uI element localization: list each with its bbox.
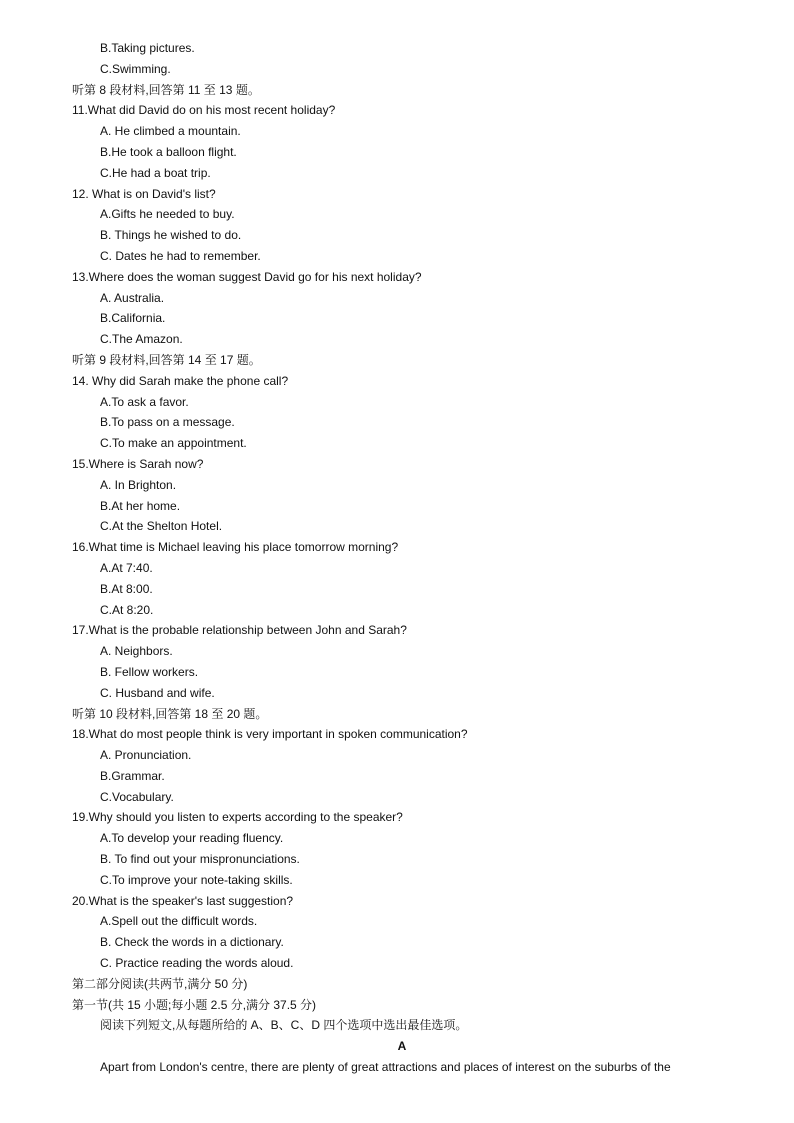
question-text: 14. Why did Sarah make the phone call? (72, 373, 289, 388)
question-text: 16.What time is Michael leaving his place tomorrow morning? (72, 540, 399, 555)
answer-option: A. He climbed a mountain. (100, 124, 241, 139)
section-heading: 第二部分阅读(共两节,满分 50 分) (72, 976, 248, 991)
answer-option: B.At 8:00. (100, 581, 153, 596)
question-text: 11.What did David do on his most recent holiday? (72, 103, 336, 118)
question-text: 17.What is the probable relationship between John and Sarah? (72, 623, 407, 638)
answer-option: A.Gifts he needed to buy. (100, 207, 235, 222)
answer-option: A. Pronunciation. (100, 748, 192, 763)
answer-option: A.To ask a favor. (100, 394, 189, 409)
answer-option: C.At the Shelton Hotel. (100, 519, 223, 534)
answer-option: A.Spell out the difficult words. (100, 914, 258, 929)
section-heading: 第一节(共 15 小题;每小题 2.5 分,满分 37.5 分) (72, 997, 317, 1012)
answer-option: C.Vocabulary. (100, 789, 174, 804)
question-text: 13.Where does the woman suggest David go for his next holiday? (72, 269, 422, 284)
passage-label: A (397, 1039, 407, 1054)
section-heading: 听第 8 段材料,回答第 11 至 13 题。 (72, 82, 260, 97)
question-text: 20.What is the speaker's last suggestion? (72, 893, 294, 908)
answer-option: C.To make an appointment. (100, 436, 247, 451)
answer-option: B.He took a balloon flight. (100, 144, 237, 159)
section-heading: 听第 10 段材料,回答第 18 至 20 题。 (72, 706, 268, 721)
answer-option: B.Grammar. (100, 768, 165, 783)
answer-option: B. Fellow workers. (100, 664, 199, 679)
answer-option: C.Swimming. (100, 61, 171, 76)
passage-text: Apart from London's centre, there are plenty of great attractions and places of interest on the suburbs of the (100, 1060, 671, 1075)
instruction-text: 阅读下列短文,从每题所给的 A、B、C、D 四个选项中选出最佳选项。 (100, 1018, 468, 1033)
answer-option: A.At 7:40. (100, 560, 153, 575)
answer-option: B.At her home. (100, 498, 181, 513)
question-text: 18.What do most people think is very important in spoken communication? (72, 727, 468, 742)
answer-option: C.The Amazon. (100, 332, 183, 347)
answer-option: B.To pass on a message. (100, 415, 235, 430)
answer-option: B.Taking pictures. (100, 41, 195, 55)
answer-option: A. Neighbors. (100, 644, 173, 659)
answer-option: B. To find out your mispronunciations. (100, 852, 300, 867)
answer-option: B. Check the words in a dictionary. (100, 935, 284, 950)
answer-option: A. Australia. (100, 290, 165, 305)
question-text: 15.Where is Sarah now? (72, 456, 204, 471)
question-text: 12. What is on David's list? (72, 186, 216, 201)
answer-option: C. Husband and wife. (100, 685, 215, 700)
exam-content (72, 38, 732, 1078)
answer-option: B.California. (100, 311, 166, 326)
question-text: 19.Why should you listen to experts according to the speaker? (72, 810, 403, 825)
answer-option: C.He had a boat trip. (100, 165, 211, 180)
answer-option: C. Practice reading the words aloud. (100, 956, 294, 971)
answer-option: A. In Brighton. (100, 477, 177, 492)
answer-option: A.To develop your reading fluency. (100, 831, 284, 846)
answer-option: C.To improve your note-taking skills. (100, 872, 293, 887)
answer-option: C.At 8:20. (100, 602, 154, 617)
answer-option: C. Dates he had to remember. (100, 248, 261, 263)
answer-option: B. Things he wished to do. (100, 228, 242, 243)
section-heading: 听第 9 段材料,回答第 14 至 17 题。 (72, 352, 261, 367)
